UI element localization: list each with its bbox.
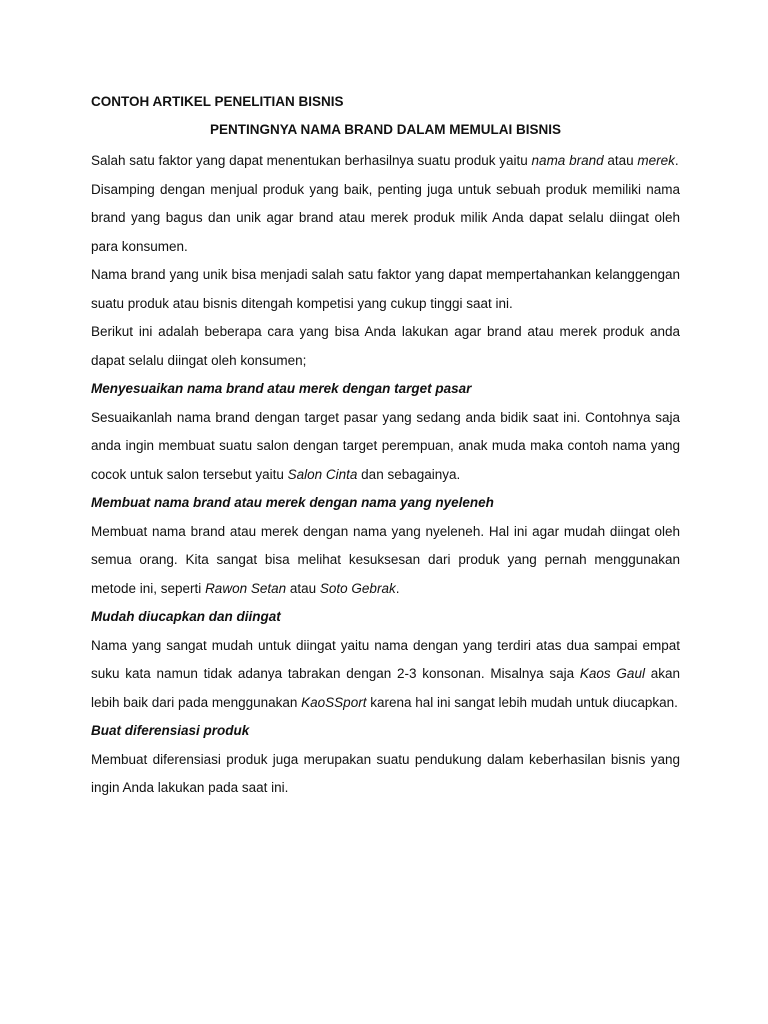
section-2-italic-term-2: Soto Gebrak: [319, 580, 396, 596]
section-1-text-after: dan sebagainya.: [357, 466, 461, 482]
section-1-italic-term: Salon Cinta: [287, 466, 358, 482]
intro-paragraph-4: Berikut ini adalah beberapa cara yang bisa Anda lakukan agar brand atau merek produk anda dapat selalu diingat oleh konsumen;: [91, 324, 680, 368]
intro-p1-text-after: .: [674, 153, 679, 168]
intro-paragraph-1: [91, 147, 680, 176]
intro-paragraph-3: Nama brand yang unik bisa menjadi salah satu faktor yang dapat mempertahankan kelanggengan suatu produk atau bisnis ditengah kompetisi yang cukup tinggi saat ini.: [91, 267, 680, 311]
intro-p1-text-before: Salah satu faktor yang dapat menentukan berhasilnya suatu produk yaitu: [91, 153, 532, 168]
section-2-text-after: .: [395, 580, 400, 596]
section-2-italic-term-1: Rawon Setan: [205, 580, 287, 596]
section-3-italic-term-1: Kaos Gaul: [579, 666, 645, 681]
section-3-text-middle: akan lebih baik dari pada menggunakan: [91, 666, 680, 710]
section-paragraph-diferensiasi: Membuat diferensiasi produk juga merupakan suatu pendukung dalam keberhasilan bisnis yang ingin Anda lakukan pada saat ini.: [91, 751, 680, 795]
section-1-text-before: Sesuaikanlah nama brand dengan target pasar yang sedang anda bidik saat ini. Contohnya saja anda ingin membuat suatu salon dengan target perempuan, anak muda maka contoh nama yang cocok untuk salon tersebut yaitu: [91, 409, 680, 482]
intro-p1-italic-term-1: nama brand: [531, 153, 604, 168]
section-3-text-before: Nama yang sangat mudah untuk diingat yaitu nama dengan yang terdiri atas dua sampai empat suku kata namun tidak adanya tabrakan dengan 2-3 konsonan. Misalnya saja: [91, 637, 680, 681]
intro-p1-italic-term-2: merek: [637, 153, 675, 168]
section-heading-nyeleneh: Membuat nama brand atau merek dengan nama yang nyeleneh: [91, 495, 494, 510]
section-paragraph-target-pasar: [91, 404, 680, 490]
section-paragraph-mudah-diucapkan: [91, 632, 680, 718]
section-heading-target-pasar: Menyesuaikan nama brand atau merek dengan target pasar: [91, 381, 472, 396]
section-2-text-middle: atau: [286, 580, 320, 596]
intro-paragraph-2: Disamping dengan menjual produk yang baik, penting juga untuk sebuah produk memiliki nama brand yang bagus dan unik agar brand atau merek produk milik Anda dapat selalu diingat oleh para konsumen.: [91, 181, 680, 254]
section-heading-diferensiasi: Buat diferensiasi produk: [91, 723, 250, 738]
section-paragraph-nyeleneh: [91, 518, 680, 604]
document-title: PENTINGNYA NAMA BRAND DALAM MEMULAI BISNIS: [210, 122, 561, 137]
section-3-text-after: karena hal ini sangat lebih mudah untuk diucapkan.: [366, 694, 678, 710]
section-2-text-before: Membuat nama brand atau merek dengan nama yang nyeleneh. Hal ini agar mudah diingat oleh semua orang. Kita sangat bisa melihat kesuksesan dari produk yang pernah menggunakan metode ini, seperti: [91, 523, 680, 596]
section-heading-mudah-diucapkan: Mudah diucapkan dan diingat: [91, 609, 281, 624]
section-3-italic-term-2: KaoSSport: [301, 694, 367, 710]
intro-p1-text-middle: atau: [603, 153, 638, 168]
document-label: CONTOH ARTIKEL PENELITIAN BISNIS: [91, 94, 344, 109]
